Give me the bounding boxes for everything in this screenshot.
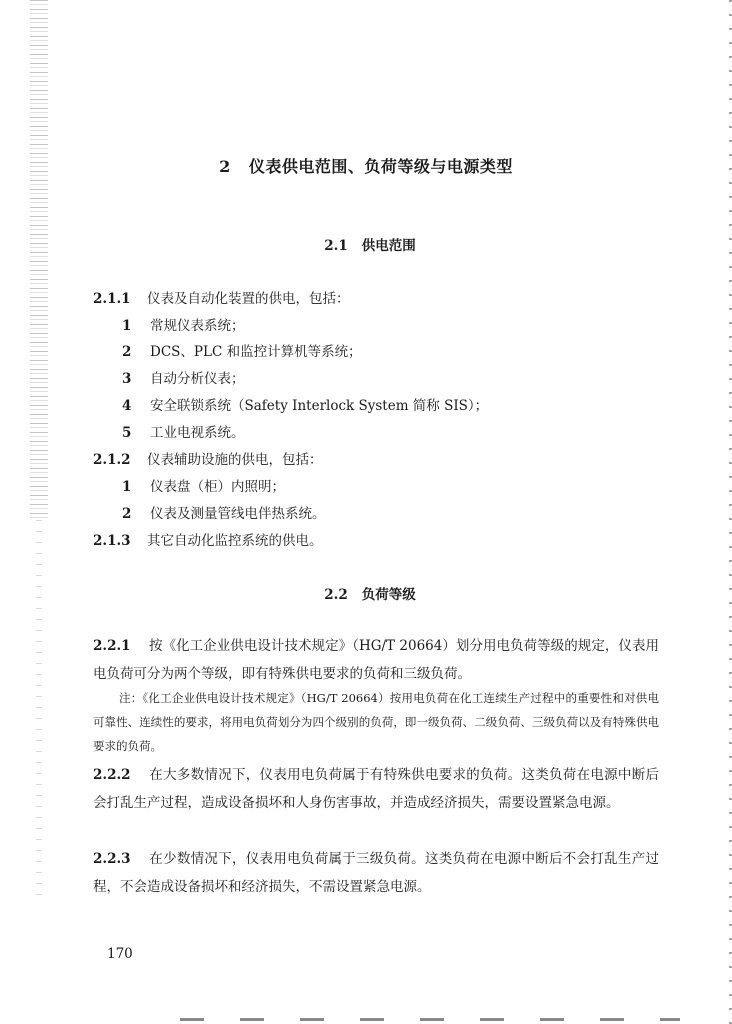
item-text: 仪表盘（柜）内照明； <box>150 479 285 495</box>
scan-bottom-artifact <box>180 1018 680 1021</box>
clause-text: 在少数情况下，仪表用电负荷属于三级负荷。这类负荷在电源中断后不会打乱生产过程，不会造成设备损坏和经济损失，不需设置紧急电源。 <box>93 851 659 895</box>
item-text: DCS、PLC 和监控计算机等系统； <box>150 344 362 360</box>
clause-number: 2.1.3 <box>93 533 131 549</box>
section-title-2-1 <box>0 234 732 254</box>
item-text: 安全联锁系统（Safety Interlock System 简称 SIS）； <box>150 398 489 414</box>
clause-number: 2.2.3 <box>93 851 131 867</box>
page-number: 170 <box>107 946 133 962</box>
section-number: 2.2 <box>324 587 348 603</box>
clause-text: 仪表辅助设施的供电，包括： <box>147 452 323 468</box>
clause-text: 其它自动化监控系统的供电。 <box>147 533 323 549</box>
item-text: 常规仪表系统； <box>150 318 245 334</box>
clause-2-1-3 <box>93 531 323 551</box>
scan-binding-artifact-lower <box>36 520 42 900</box>
list-item <box>122 316 245 336</box>
clause-number: 2.2.1 <box>93 638 131 654</box>
item-number: 1 <box>122 318 132 334</box>
clause-text: 仪表及自动化装置的供电，包括： <box>147 291 350 307</box>
clause-2-1-2 <box>93 450 323 470</box>
item-number: 4 <box>122 398 132 414</box>
clause-number: 2.1.2 <box>93 452 131 468</box>
item-text: 工业电视系统。 <box>150 425 245 441</box>
list-item <box>122 396 488 416</box>
item-text: 自动分析仪表； <box>150 371 245 387</box>
clause-number: 2.2.2 <box>93 767 131 783</box>
list-item <box>122 477 285 497</box>
clause-2-2-1 <box>93 632 659 688</box>
item-number: 2 <box>122 344 132 360</box>
list-item <box>122 369 245 389</box>
chapter-number: 2 <box>219 157 231 176</box>
chapter-title-text: 仪表供电范围、负荷等级与电源类型 <box>248 157 513 176</box>
section-title-text: 负荷等级 <box>361 587 416 603</box>
item-number: 3 <box>122 371 132 387</box>
clause-2-2-2 <box>93 761 659 817</box>
note <box>93 686 659 758</box>
item-number: 5 <box>122 425 132 441</box>
section-title-2-2 <box>0 583 732 603</box>
list-item <box>122 342 362 362</box>
item-number: 1 <box>122 479 132 495</box>
note-text: 注：《化工企业供电设计技术规定》（HG/T 20664）按用电负荷在化工连续生产过程中的重要性和对供电可靠性、连续性的要求，将用电负荷划分为四个级别的负荷，即一级负荷、二级负荷、三级负荷以及有特殊供电要求的负荷。 <box>93 691 659 753</box>
clause-text: 在大多数情况下，仪表用电负荷属于有特殊供电要求的负荷。这类负荷在电源中断后会打乱生产过程，造成设备损坏和人身伤害事故，并造成经济损失，需要设置紧急电源。 <box>93 767 659 811</box>
section-title-text: 供电范围 <box>361 238 416 254</box>
clause-text: 按《化工企业供电设计技术规定》（HG/T 20664）划分用电负荷等级的规定，仪表用电负荷可分为两个等级，即有特殊供电要求的负荷和三级负荷。 <box>93 638 659 682</box>
chapter-title <box>0 154 732 177</box>
item-number: 2 <box>122 506 132 522</box>
section-number: 2.1 <box>324 238 348 254</box>
clause-number: 2.1.1 <box>93 291 131 307</box>
clause-2-1-1 <box>93 289 350 309</box>
scan-binding-artifact <box>30 0 48 520</box>
list-item <box>122 423 245 443</box>
list-item <box>122 504 326 524</box>
item-text: 仪表及测量管线电伴热系统。 <box>150 506 326 522</box>
clause-2-2-3 <box>93 845 659 901</box>
